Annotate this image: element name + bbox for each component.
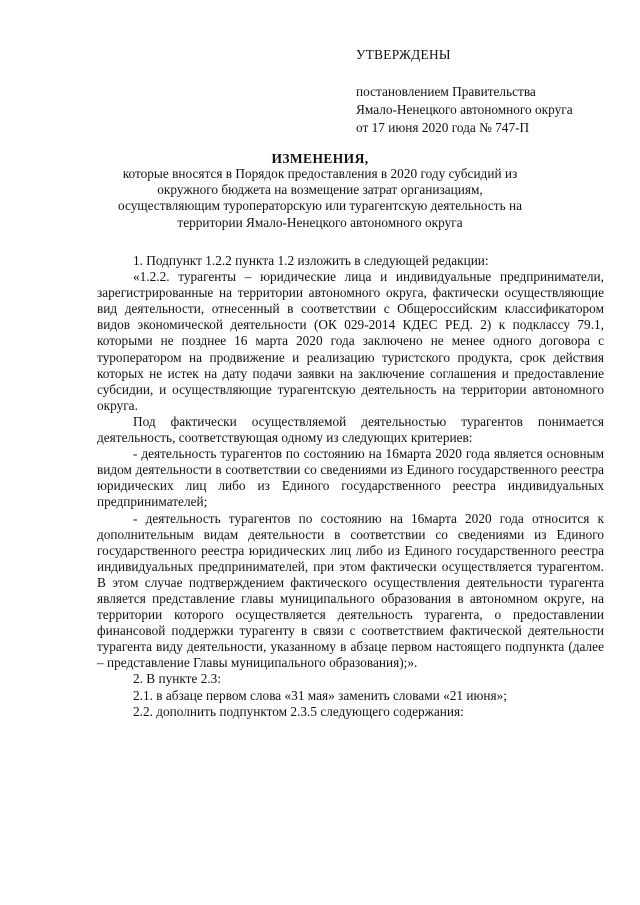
paragraph-4: - деятельность турагентов по состоянию на 16марта 2020 года является основным видом деятельности в соответствии со сведениями из Единого государственного реестра юридических лиц либо из Единого государственного реестра индивидуальных предпринимателей; <box>97 446 604 510</box>
paragraph-2: «1.2.2. турагенты – юридические лица и индивидуальные предприниматели, зарегистрированные на территории автономного округа, фактически осуществляющие вид деятельности, отнесенный в соответствии с Общероссийским классификатором видов экономической деятельности (ОК 029-2014 КДЕС РЕД. 2) к подклассу 79.1, которыми не позднее 16 марта 2020 года заключено не менее одного договора с туроператором на продвижение и реализацию туристского продукта, срок действия которых не истек на дату подачи заявки на заключение соглашения и предоставление субсидии, и осуществляющие турагентскую деятельность на территории автономного округа. <box>97 269 604 413</box>
document-subtitle: которые вносятся в Порядок предоставления в 2020 году субсидий из окружного бюджета на возмещение затрат организациям, осуществляющим туроператорскую или турагентскую деятельность на территории Ямало-Ненецкого автономного округа <box>117 166 523 230</box>
document-title: ИЗМЕНЕНИЯ, <box>271 151 369 166</box>
paragraph-1: 1. Подпункт 1.2.2 пункта 1.2 изложить в следующей редакции: <box>133 253 489 268</box>
approved-heading: УТВЕРЖДЕНЫ <box>356 47 451 62</box>
paragraph-6: 2. В пункте 2.3: <box>133 671 222 687</box>
approval-line-1: постановлением Правительства <box>356 84 536 99</box>
approval-line-3: от 17 июня 2020 года № 747-П <box>356 120 530 135</box>
paragraph-8: 2.2. дополнить подпунктом 2.3.5 следующего содержания: <box>133 703 464 719</box>
approval-block <box>356 46 573 137</box>
approval-line-2: Ямало-Ненецкого автономного округа <box>356 102 573 117</box>
document-body <box>97 253 604 720</box>
paragraph-3: Под фактически осуществляемой деятельностью турагентов понимается деятельность, соответствующая одному из следующих критериев: <box>97 413 604 446</box>
paragraph-7: 2.1. в абзаце первом слова «31 мая» заменить словами «21 июня»; <box>133 687 507 703</box>
paragraph-5: - деятельность турагентов по состоянию на 16марта 2020 года относится к дополнительным видам деятельности в соответствии со сведениями из Единого государственного реестра юридических лиц либо из Единого государственного реестра индивидуальных предпринимателей, при этом фактически осуществляется турагентом. В этом случае подтверждением фактического осуществления деятельности турагента является представление главы муниципального образования в автономном округе, на территории которого осуществляется деятельность турагента, о предоставлении финансовой поддержки турагенту в связи с соответствием фактической деятельности турагента виду деятельности, указанному в абзаце первом настоящего подпункта (далее – представление Главы муниципального образования);». <box>97 510 604 671</box>
